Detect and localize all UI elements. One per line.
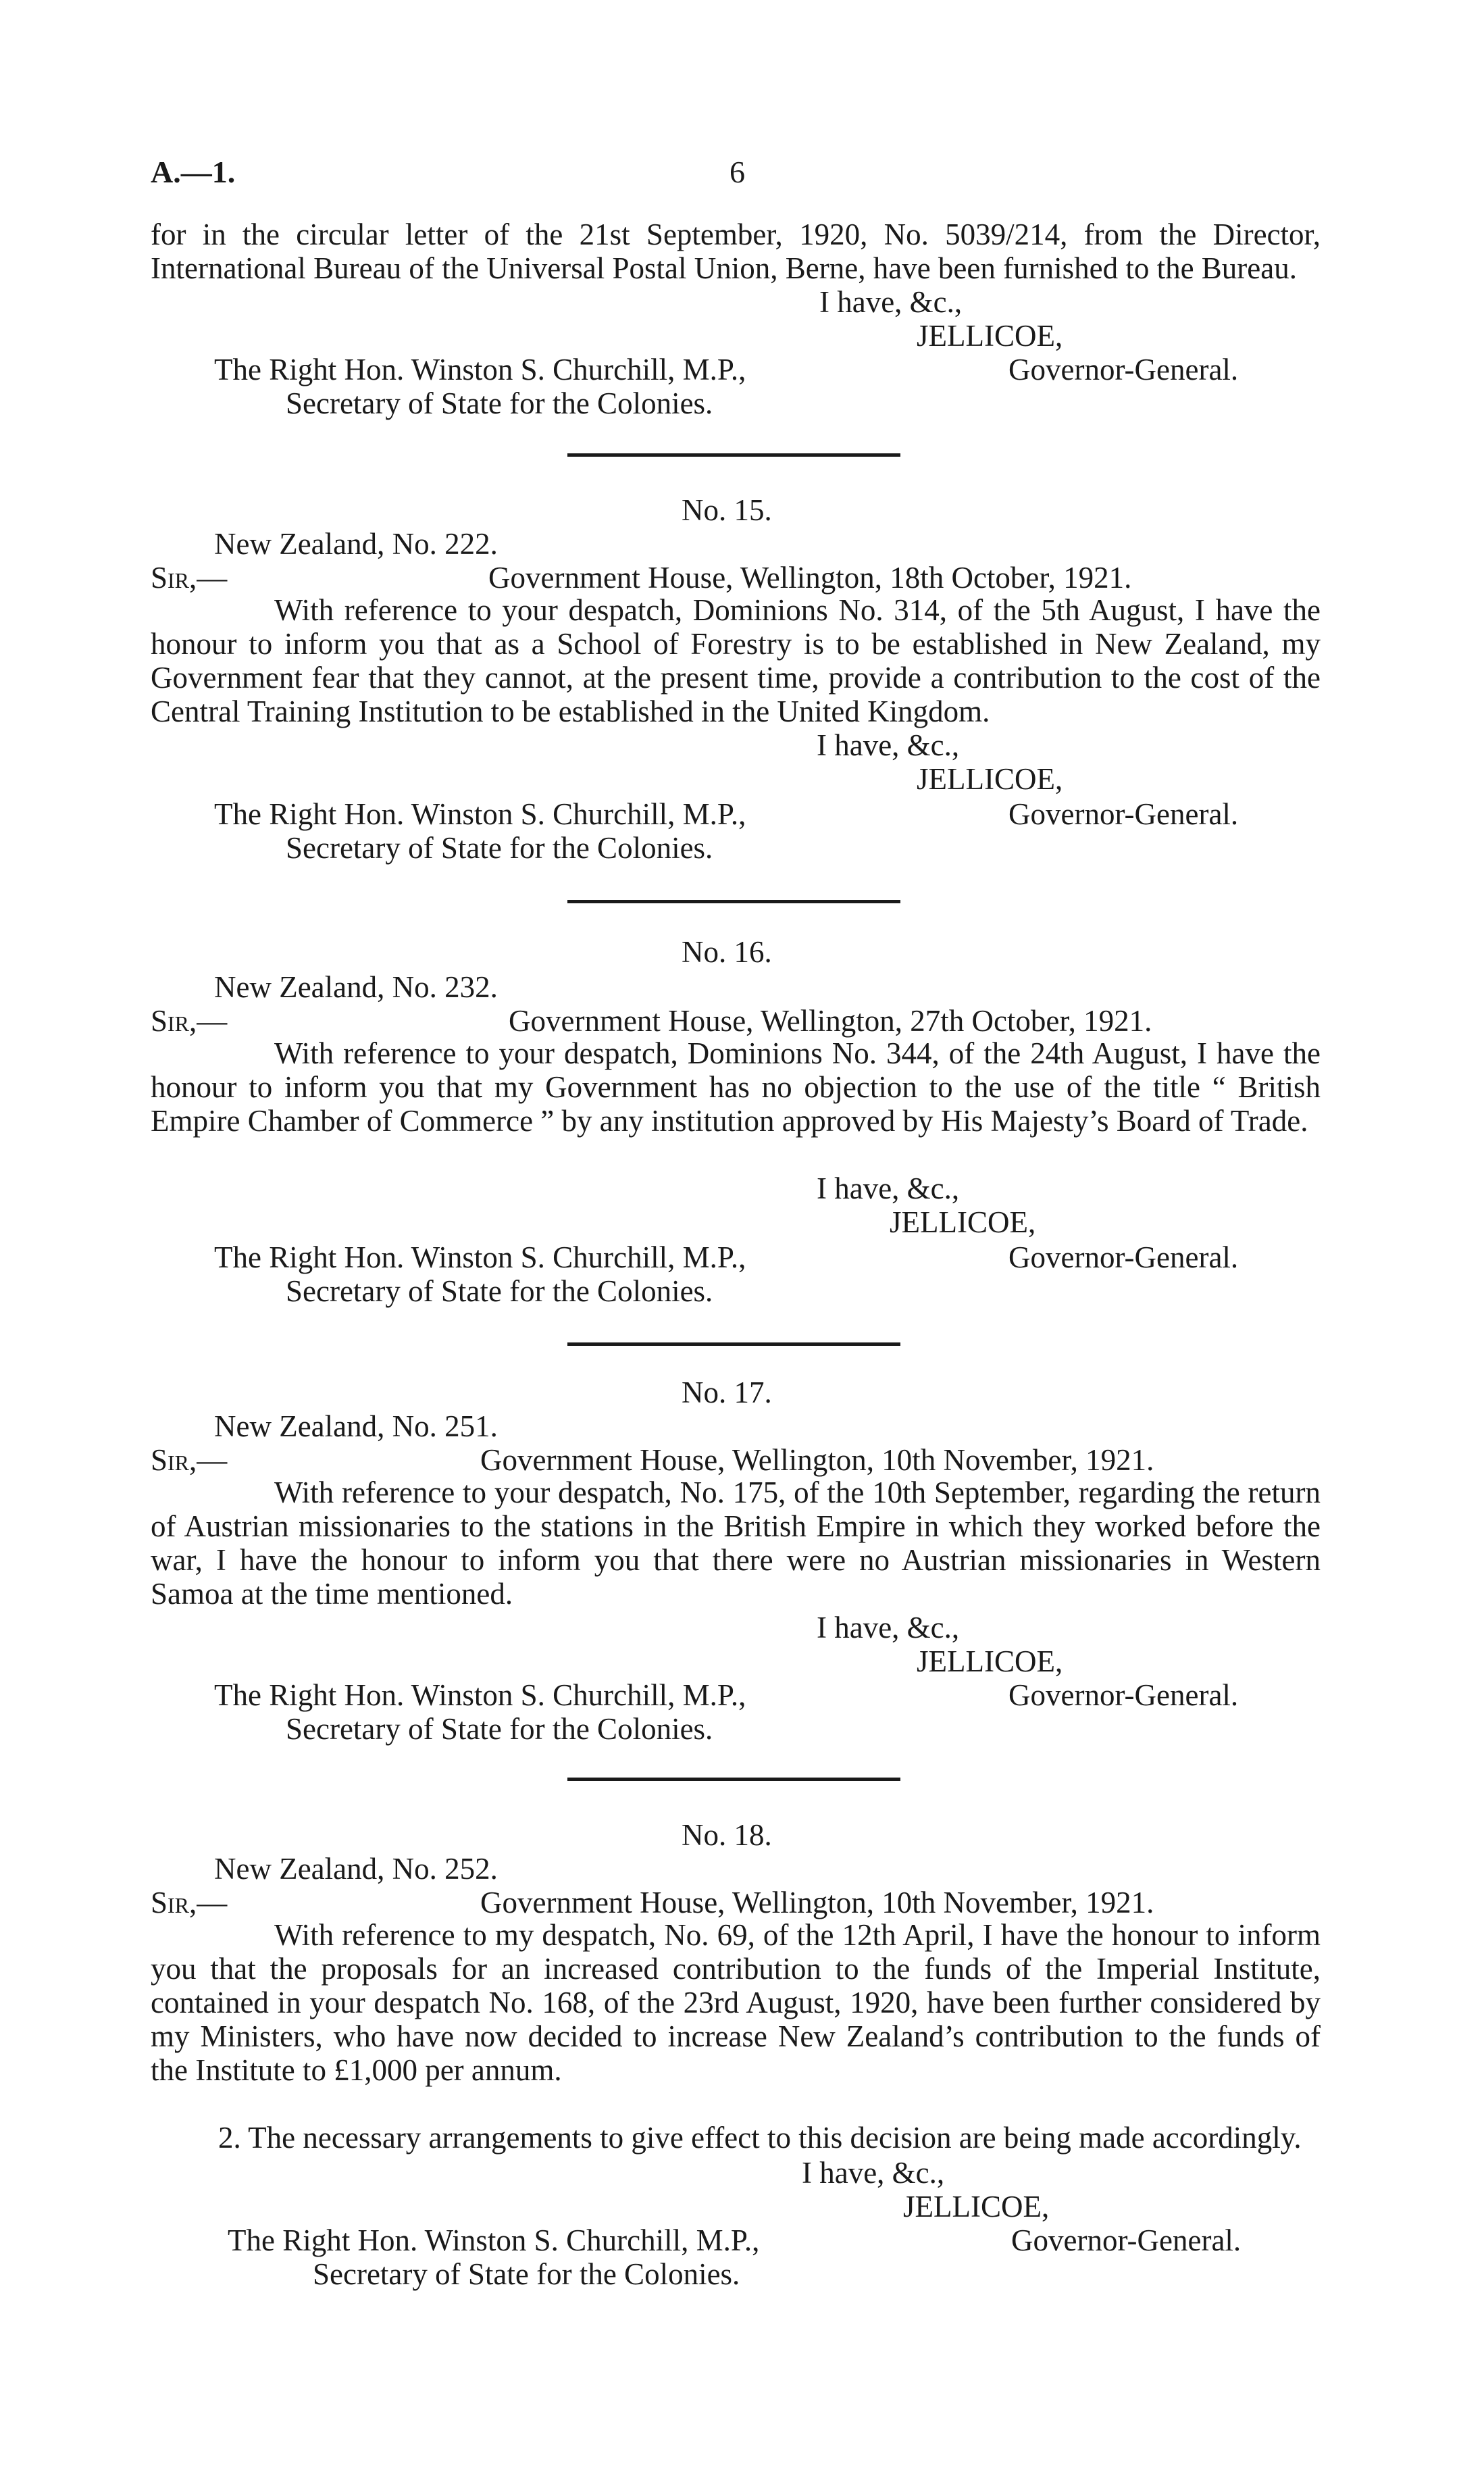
place-date: Government House, Wellington, 27th October, 1921. xyxy=(509,1004,1152,1038)
letter-closing: I have, &c., xyxy=(817,1172,960,1205)
letter-paragraph: With reference to your despatch, Dominions No. 314, of the 5th August, I have the honour to inform you that as a School of Forestry is to be established in New Zealand, my Government fear that they cannot, at the present time, provide a contribution to the cost of the Central Training Institution to be established in the United Kingdom. xyxy=(151,593,1321,728)
addressee: The Right Hon. Winston S. Churchill, M.P., xyxy=(228,2223,760,2257)
continuation-addressee: The Right Hon. Winston S. Churchill, M.P., xyxy=(214,353,746,386)
addressee: The Right Hon. Winston S. Churchill, M.P., xyxy=(214,1240,746,1274)
section-divider xyxy=(567,900,900,903)
letter-paragraph: 2. The necessary arrangements to give effect to this decision are being made accordingly. xyxy=(218,2121,1302,2155)
signer: JELLICOE, xyxy=(890,1205,1036,1239)
letter-paragraph: With reference to my despatch, No. 69, of the 12th April, I have the honour to inform you that the proposals for an increased contribution to the funds of the Imperial Institute, contained in your despatch No. 168, of the 23rd August, 1920, have been further considered by my Ministers, who have now decided to increase New Zealand’s contribution to the funds of the Institute to £1,000 per annum. xyxy=(151,1918,1321,2087)
place-date: Government House, Wellington, 10th November, 1921. xyxy=(480,1443,1154,1477)
dispatch-reference: New Zealand, No. 252. xyxy=(214,1852,498,1886)
continuation-signer-title: Governor-General. xyxy=(1008,353,1239,386)
signer: JELLICOE, xyxy=(917,1644,1063,1678)
addressee: The Right Hon. Winston S. Churchill, M.P., xyxy=(214,797,746,831)
addressee-title: Secretary of State for the Colonies. xyxy=(286,1274,713,1308)
place-date: Government House, Wellington, 18th October, 1921. xyxy=(488,561,1132,595)
section-divider xyxy=(567,1342,900,1346)
addressee: The Right Hon. Winston S. Churchill, M.P., xyxy=(214,1678,746,1712)
section-divider xyxy=(567,453,900,457)
letter-paragraph: With reference to your despatch, Dominions No. 344, of the 24th August, I have the honour to inform you that my Government has no objection to the use of the title “ British Empire Chamber of Commerce ” by any institution approved by His Majesty’s Board of Trade. xyxy=(151,1036,1321,1138)
dispatch-reference: New Zealand, No. 251. xyxy=(214,1409,498,1443)
addressee-title: Secretary of State for the Colonies. xyxy=(313,2257,740,2291)
continuation-paragraph: for in the circular letter of the 21st September, 1920, No. 5039/214, from the Director, International Bureau of the Universal Postal Union, Berne, have been furnished to the Bureau. xyxy=(151,218,1321,285)
salutation: Sir,— xyxy=(151,561,228,595)
continuation-addressee-title: Secretary of State for the Colonies. xyxy=(286,386,713,420)
letter-number: No. 18. xyxy=(682,1818,772,1852)
letter-number: No. 17. xyxy=(682,1376,772,1409)
section-divider xyxy=(567,1778,900,1781)
dispatch-reference: New Zealand, No. 222. xyxy=(214,527,498,561)
continuation-closing: I have, &c., xyxy=(819,285,963,319)
salutation: Sir,— xyxy=(151,1443,228,1477)
signer-title: Governor-General. xyxy=(1008,797,1239,831)
addressee-title: Secretary of State for the Colonies. xyxy=(286,831,713,865)
page-number: 6 xyxy=(730,155,745,189)
letter-closing: I have, &c., xyxy=(802,2156,945,2190)
signer-title: Governor-General. xyxy=(1011,2223,1242,2257)
continuation-signer: JELLICOE, xyxy=(917,319,1063,353)
place-date: Government House, Wellington, 10th November, 1921. xyxy=(480,1886,1154,1919)
letter-paragraph: With reference to your despatch, No. 175, of the 10th September, regarding the return of Austrian missionaries to the stations in the British Empire in which they worked before the war, I have the honour to inform you that there were no Austrian missionaries in Western Samoa at the time mentioned. xyxy=(151,1476,1321,1611)
signer: JELLICOE, xyxy=(917,762,1063,796)
signer-title: Governor-General. xyxy=(1008,1240,1239,1274)
salutation: Sir,— xyxy=(151,1886,228,1919)
letter-number: No. 15. xyxy=(682,493,772,527)
signer-title: Governor-General. xyxy=(1008,1678,1239,1712)
letter-closing: I have, &c., xyxy=(817,1611,960,1644)
letter-number: No. 16. xyxy=(682,935,772,969)
document-reference: A.—1. xyxy=(151,155,236,189)
letter-closing: I have, &c., xyxy=(817,728,960,762)
dispatch-reference: New Zealand, No. 232. xyxy=(214,970,498,1004)
salutation: Sir,— xyxy=(151,1004,228,1038)
addressee-title: Secretary of State for the Colonies. xyxy=(286,1712,713,1746)
signer: JELLICOE, xyxy=(903,2190,1050,2223)
